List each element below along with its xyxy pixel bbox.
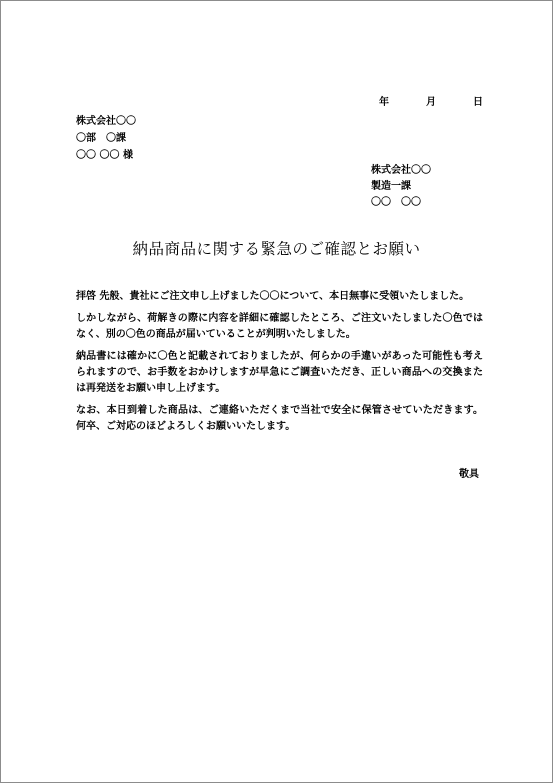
recipient-department: 〇部 〇課	[76, 133, 126, 144]
letter-body	[76, 289, 483, 441]
body-paragraph-1: 拝啓 先般、貴社にご注文申し上げました〇〇について、本日無事に受領いたしました。	[76, 291, 470, 302]
date-day: 日	[473, 97, 483, 108]
sender-department: 製造一課	[371, 181, 411, 192]
letter-title: 納品商品に関する緊急のご確認とお願い	[132, 240, 421, 258]
body-paragraph-3: 納品書には確かに〇色と記載されておりましたが、何らかの手違いがあった可能性も考えられますので、お手数をおかけしますが早急にご調査いただき、正しい商品への交換または再発送をお願い申し上げます。	[76, 351, 483, 394]
recipient-company: 株式会社〇〇	[76, 116, 136, 127]
sender-company: 株式会社〇〇	[371, 165, 431, 176]
body-paragraph-4: なお、本日到着した商品は、ご連絡いただくまで当社で安全に保管させていただきます。何卒、ご対応のほどよろしくお願いいたします。	[76, 405, 483, 432]
sender-block	[371, 163, 431, 211]
date-year: 年	[379, 97, 389, 108]
recipient-name: 〇〇 〇〇 様	[76, 150, 133, 161]
closing-word: 敬具	[459, 469, 479, 480]
body-paragraph-2: しかしながら、荷解きの際に内容を詳細に確認したところ、ご注文いたしました〇色ではなく、別の〇色の商品が届いていることが判明いたしました。	[76, 313, 483, 340]
sender-name: 〇〇 〇〇	[371, 197, 421, 208]
date-line	[379, 93, 483, 108]
date-month: 月	[426, 97, 436, 108]
recipient-block	[76, 113, 136, 164]
